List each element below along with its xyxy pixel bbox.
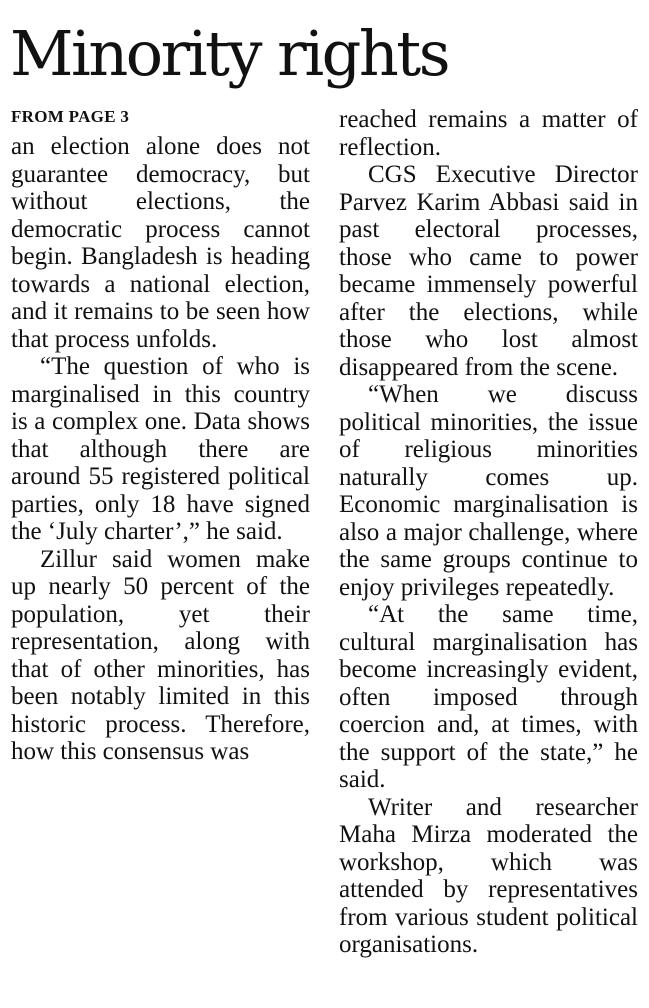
paragraph: Writer and researcher Maha Mirza moderated the workshop, which was attended by representatives from various student political organisations. bbox=[339, 793, 638, 958]
headline: Minority rights bbox=[10, 17, 449, 90]
paragraph: “When we discuss political minorities, the issue of religious minorities naturally comes up. Economic marginalisation is also a major challenge, where the same groups continue to enjoy privileges repeatedly. bbox=[339, 381, 638, 601]
continued-from-label: FROM PAGE 3 bbox=[11, 107, 130, 126]
paragraph: “At the same time, cultural marginalisation has become increasingly evident, often imposed through coercion and, at times, with the support of the state,” he said. bbox=[339, 601, 638, 793]
paragraph: “The question of who is marginalised in this country is a complex one. Data shows that although there are around 55 registered political parties, only 18 have signed the ‘July charter’,” he said. bbox=[11, 353, 310, 545]
paragraph: reached remains a matter of reflection. bbox=[339, 106, 638, 161]
article-column-right bbox=[339, 106, 638, 959]
paragraph: CGS Executive Director Parvez Karim Abbasi said in past electoral processes, those who came to power became immensely powerful after the elections, while those who lost almost disappeared from the scene. bbox=[339, 161, 638, 381]
article-column-left bbox=[11, 133, 310, 766]
paragraph: an election alone does not guarantee democracy, but without elections, the democratic process cannot begin. Bangladesh is heading towards a national election, and it remains to be seen how that process unfolds. bbox=[11, 133, 310, 353]
paragraph: Zillur said women make up nearly 50 percent of the population, yet their representation, along with that of other minorities, has been notably limited in this historic process. Therefore, how this consensus was bbox=[11, 545, 310, 765]
